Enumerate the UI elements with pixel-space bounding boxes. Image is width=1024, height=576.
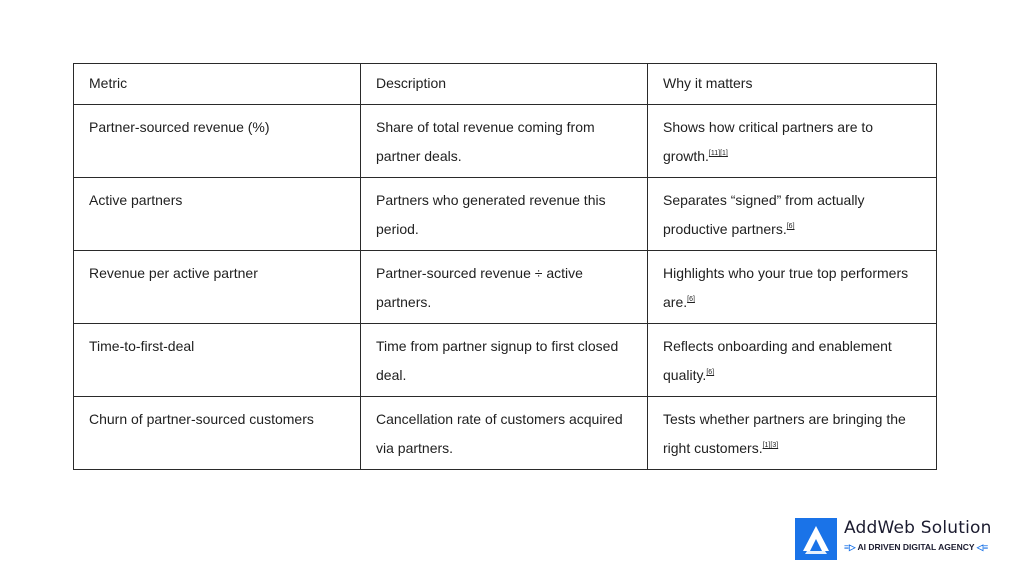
- citation-link[interactable]: [6]: [706, 369, 715, 376]
- description-cell: Share of total revenue coming from partner deals.: [361, 105, 648, 178]
- table-row: [74, 178, 937, 251]
- table-header-row: [74, 64, 937, 105]
- why-cell: [648, 105, 937, 178]
- why-text: Separates “signed” from actually productive partners.: [663, 192, 865, 237]
- metric-cell: Churn of partner-sourced customers: [74, 397, 361, 470]
- why-cell: [648, 251, 937, 324]
- brand-name: AddWeb Solution: [844, 518, 992, 538]
- table-row: [74, 397, 937, 470]
- why-text: Tests whether partners are bringing the right customers.: [663, 411, 906, 456]
- addweb-logo-icon: [795, 518, 837, 560]
- brand-tagline: [844, 542, 988, 553]
- why-cell: [648, 397, 937, 470]
- why-cell: [648, 178, 937, 251]
- description-cell: Partners who generated revenue this period.: [361, 178, 648, 251]
- metric-cell: Time-to-first-deal: [74, 324, 361, 397]
- tagline-right-deco-icon: ◁≡: [974, 542, 989, 552]
- why-text: Shows how critical partners are to growth.: [663, 119, 874, 164]
- table-row: [74, 324, 937, 397]
- why-cell: [648, 324, 937, 397]
- citation-link[interactable]: [1][3]: [762, 442, 779, 449]
- header-why-it-matters: Why it matters: [648, 64, 937, 105]
- description-cell: Cancellation rate of customers acquired via partners.: [361, 397, 648, 470]
- metric-cell: Partner-sourced revenue (%): [74, 105, 361, 178]
- metric-cell: Active partners: [74, 178, 361, 251]
- description-cell: Partner-sourced revenue ÷ active partners.: [361, 251, 648, 324]
- description-cell: Time from partner signup to first closed deal.: [361, 324, 648, 397]
- why-text: Highlights who your true top performers are.: [663, 265, 909, 310]
- brand-logo: [795, 518, 1010, 560]
- header-description: Description: [361, 64, 648, 105]
- table-row: [74, 251, 937, 324]
- why-text: Reflects onboarding and enablement quality.: [663, 338, 892, 383]
- tagline-text: AI DRIVEN DIGITAL AGENCY: [857, 542, 975, 552]
- citation-link[interactable]: [11][1]: [708, 150, 728, 157]
- metric-cell: Revenue per active partner: [74, 251, 361, 324]
- citation-link[interactable]: [6]: [687, 296, 695, 303]
- citation-link[interactable]: [6]: [786, 223, 795, 230]
- metrics-table: [73, 63, 937, 470]
- table-row: [74, 105, 937, 178]
- tagline-left-deco-icon: ≡▷: [844, 542, 858, 552]
- header-metric: Metric: [74, 64, 361, 105]
